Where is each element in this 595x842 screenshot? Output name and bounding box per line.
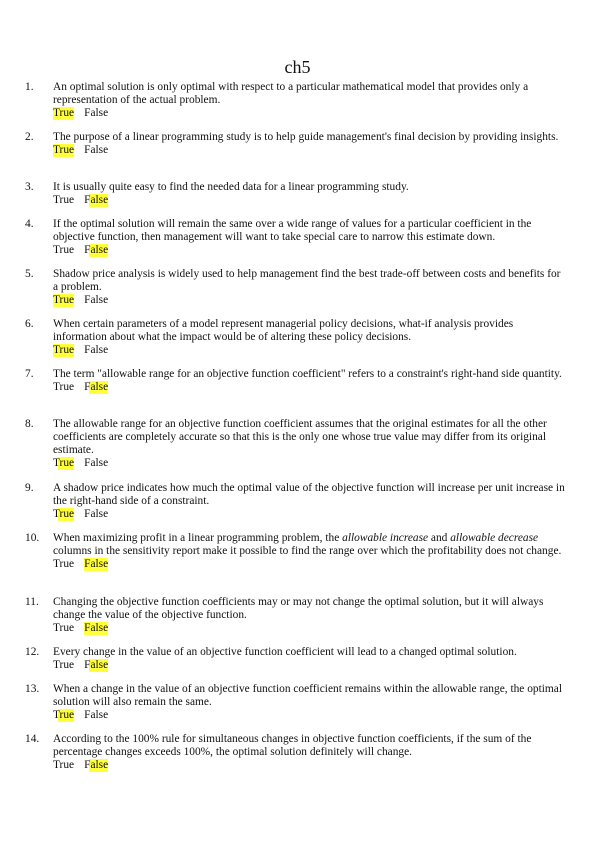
false-option: False: [84, 344, 109, 356]
question-text: When maximizing profit in a linear programming problem, the allowable increase and allowable decrease columns in the sensitivity report make it possible to find the range over which the profitability does not change.: [53, 532, 562, 557]
true-option: True: [53, 144, 75, 156]
false-option: False: [84, 144, 109, 156]
question-4: [25, 218, 565, 257]
question-text: Changing the objective function coefficients may or may not change the optimal solution, but it will always change the value of the objective function.: [53, 596, 544, 621]
true-option: True: [53, 508, 75, 520]
question-11: [25, 596, 565, 635]
true-option: True: [53, 457, 75, 469]
question-number: 4.: [25, 218, 34, 230]
false-option: False: [84, 558, 109, 570]
false-option: False: [84, 659, 109, 671]
true-option: True: [53, 294, 75, 306]
question-number: 10.: [25, 532, 40, 544]
true-option: True: [53, 622, 75, 634]
question-6: [25, 318, 565, 357]
question-text: If the optimal solution will remain the same over a wide range of values for a particular coefficient in the objective function, then management will want to take special care to narrow this estimate down.: [53, 218, 532, 243]
false-option: False: [84, 457, 109, 469]
question-5: [25, 268, 565, 307]
question-7: [25, 368, 565, 394]
question-number: 8.: [25, 418, 34, 430]
question-text: It is usually quite easy to find the needed data for a linear programming study.: [53, 181, 409, 193]
false-option: False: [84, 381, 109, 393]
question-text: Every change in the value of an objective function coefficient will lead to a changed optimal solution.: [53, 646, 517, 658]
question-14: [25, 733, 565, 772]
true-option: True: [53, 759, 75, 771]
question-text: The term "allowable range for an objective function coefficient" refers to a constraint's right-hand side quantity.: [53, 368, 562, 380]
question-12: [25, 646, 565, 672]
false-option: False: [84, 508, 109, 520]
false-option: False: [84, 244, 109, 256]
emphasis-allowable-decrease: allowable decrease: [450, 532, 539, 544]
question-number: 5.: [25, 268, 34, 280]
question-text: A shadow price indicates how much the optimal value of the objective function will increase per unit increase in the right-hand side of a constraint.: [53, 482, 565, 507]
question-2: [25, 131, 565, 157]
question-number: 13.: [25, 683, 40, 695]
true-option: True: [53, 194, 75, 206]
true-option: True: [53, 709, 75, 721]
false-option: False: [84, 622, 109, 634]
emphasis-allowable-increase: allowable increase: [342, 532, 429, 544]
question-13: [25, 683, 565, 722]
question-10: [25, 532, 565, 571]
question-text: When a change in the value of an objective function coefficient remains within the allowable range, the optimal solution will also remain the same.: [53, 683, 563, 708]
question-number: 14.: [25, 733, 40, 745]
question-text: Shadow price analysis is widely used to help management find the best trade-off between costs and benefits for a problem.: [53, 268, 561, 293]
question-number: 1.: [25, 81, 34, 93]
question-text: The allowable range for an objective function coefficient assumes that the original estimates for all the other coefficients are completely accurate so that this is the only one whose true value may differ from its original estimate.: [53, 418, 547, 456]
false-option: False: [84, 194, 109, 206]
false-option: False: [84, 107, 109, 119]
false-option: False: [84, 709, 109, 721]
question-3: [25, 181, 565, 207]
question-number: 3.: [25, 181, 34, 193]
question-number: 2.: [25, 131, 34, 143]
true-option: True: [53, 244, 75, 256]
question-9: [25, 482, 565, 521]
question-number: 12.: [25, 646, 40, 658]
question-text: The purpose of a linear programming study is to help guide management's final decision by providing insights.: [53, 131, 559, 143]
question-text: When certain parameters of a model represent managerial policy decisions, what-if analysis provides information about what the impact would be of altering these policy decisions.: [53, 318, 514, 343]
true-option: True: [53, 558, 75, 570]
page-title: ch5: [284, 57, 311, 77]
question-number: 9.: [25, 482, 34, 494]
question-text: An optimal solution is only optimal with respect to a particular mathematical model that provides only a representation of the actual problem.: [53, 81, 529, 106]
question-1: [25, 81, 565, 120]
question-number: 11.: [25, 596, 39, 608]
true-option: True: [53, 381, 75, 393]
question-number: 6.: [25, 318, 34, 330]
true-option: True: [53, 659, 75, 671]
question-text: According to the 100% rule for simultaneous changes in objective function coefficients, if the sum of the percentage changes exceeds 100%, the optimal solution definitely will change.: [53, 733, 532, 758]
true-option: True: [53, 107, 75, 119]
true-option: True: [53, 344, 75, 356]
question-number: 7.: [25, 368, 34, 380]
false-option: False: [84, 294, 109, 306]
question-8: [25, 418, 565, 470]
false-option: False: [84, 759, 109, 771]
